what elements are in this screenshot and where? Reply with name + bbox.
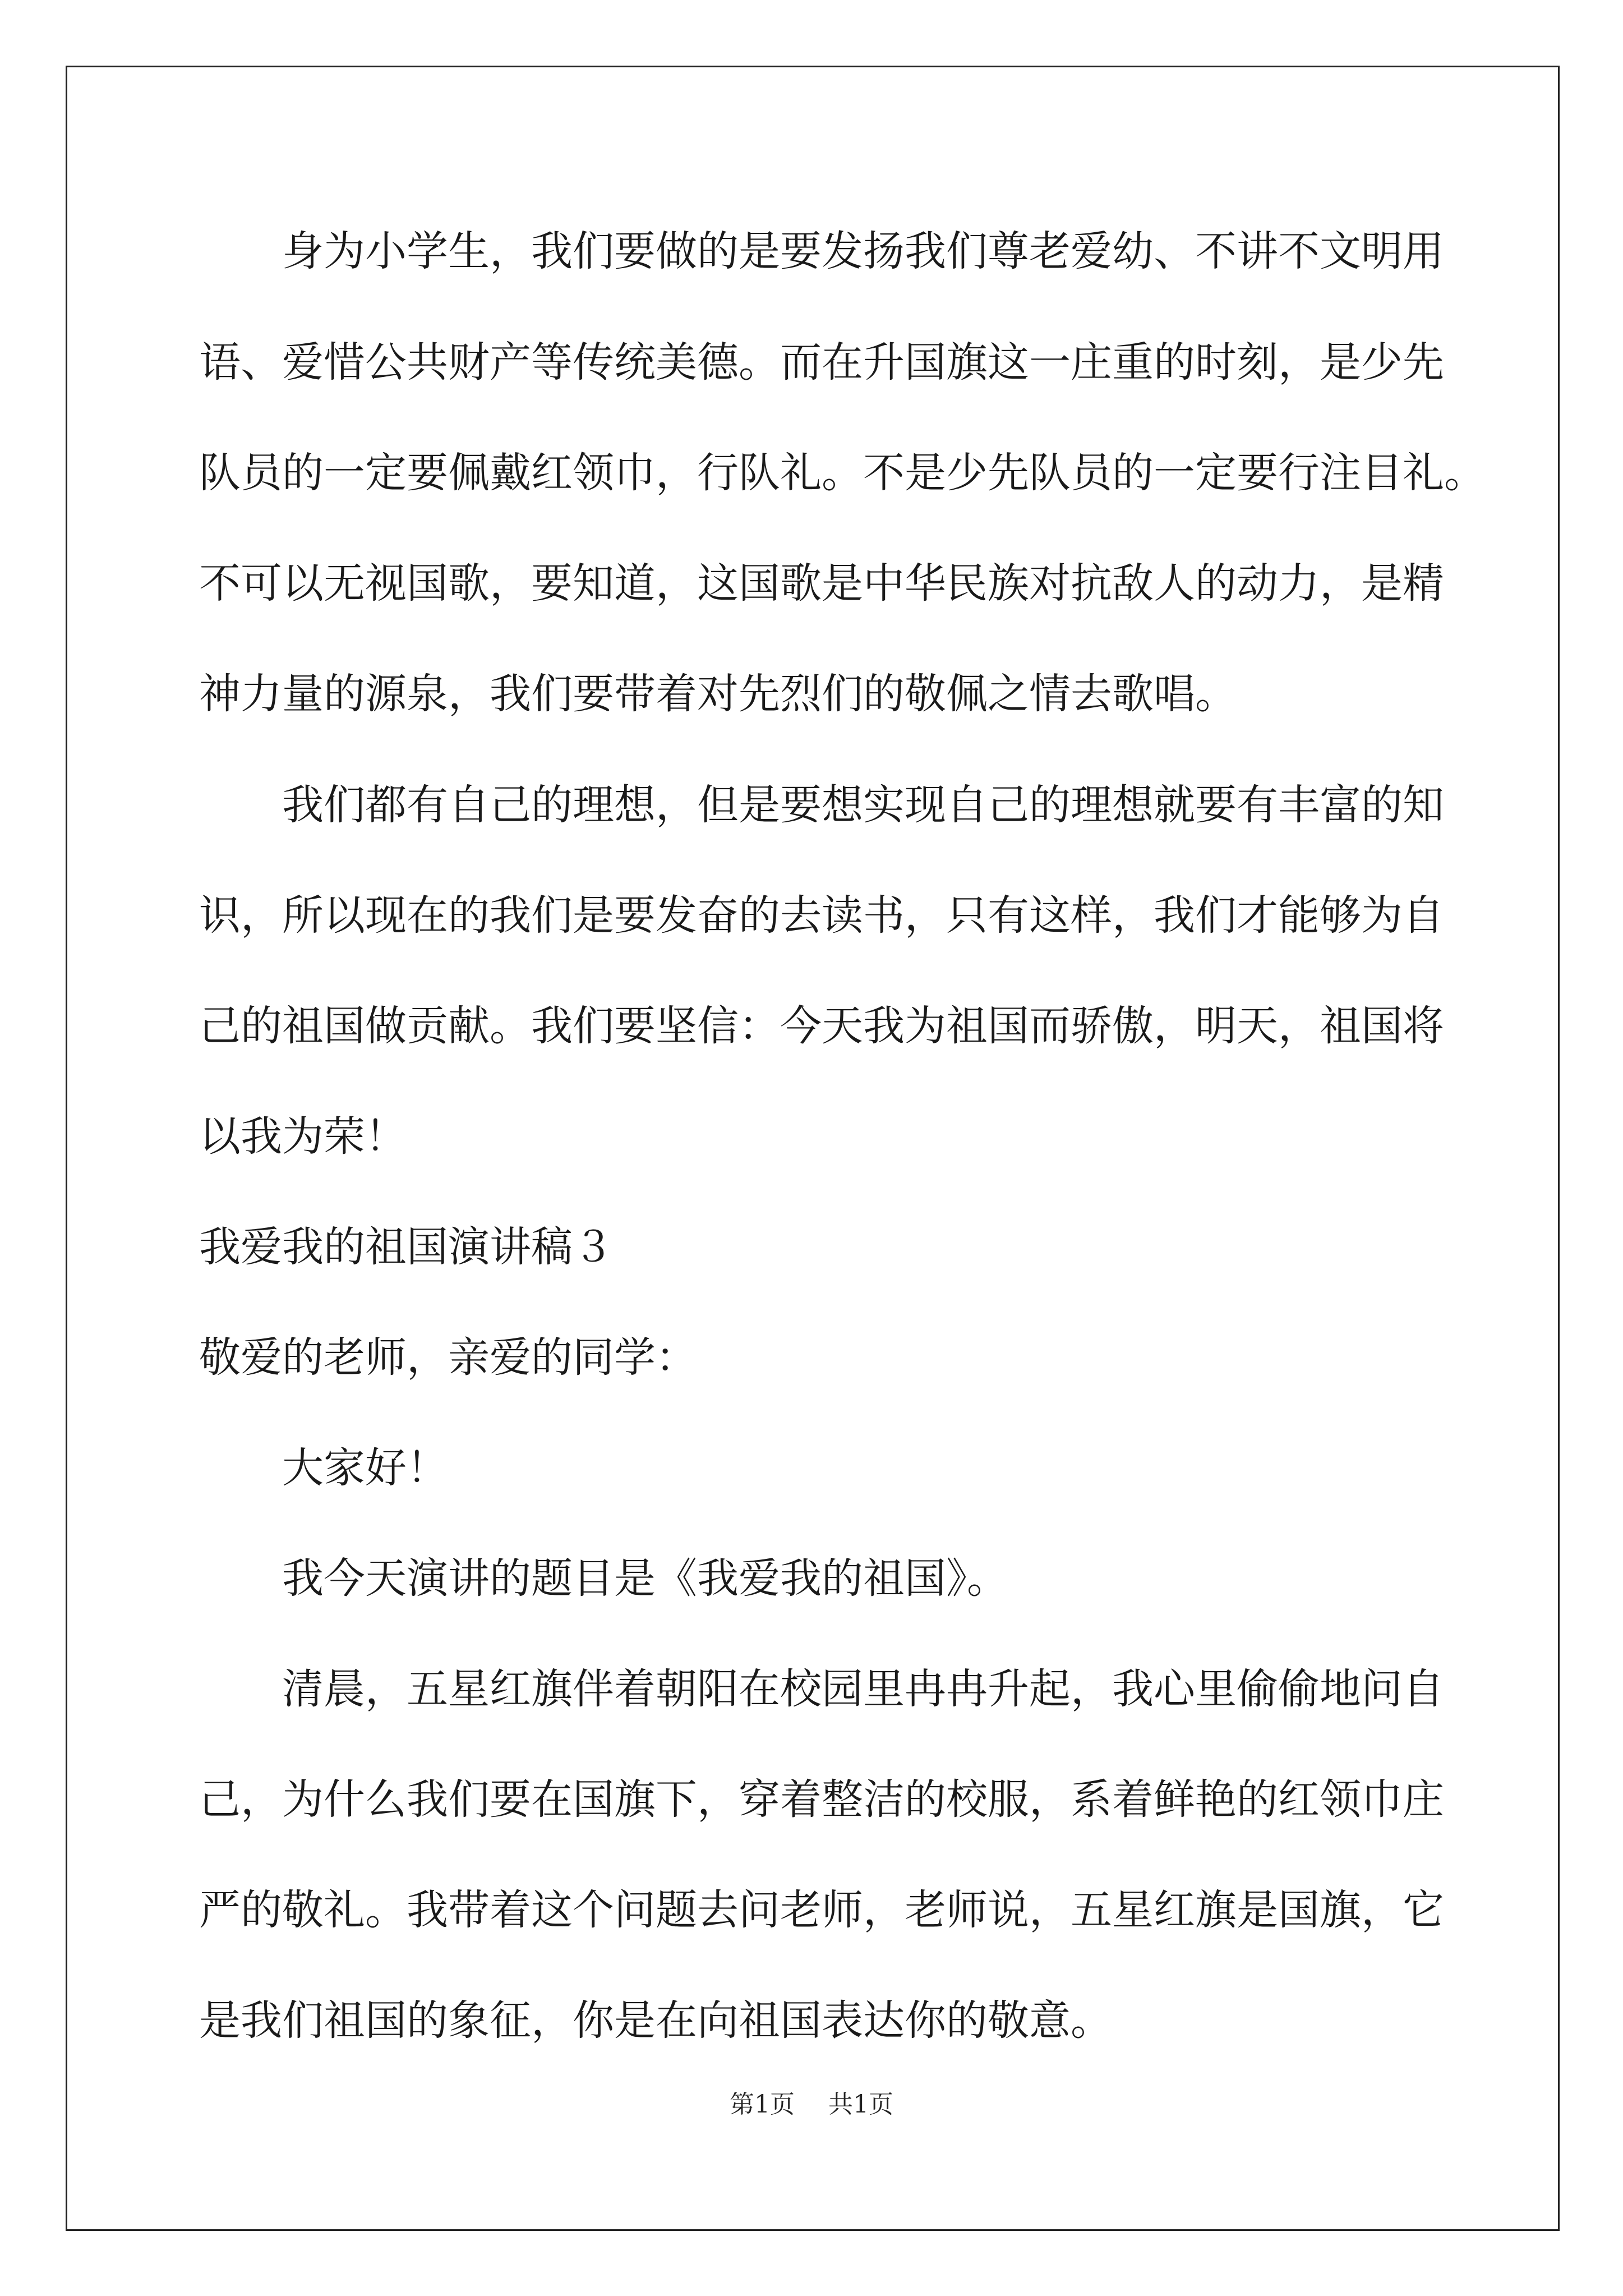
text-line: 不可以无视国歌，要知道，这国歌是中华民族对抗敌人的动力，是精	[199, 559, 1444, 608]
text-line: 严的敬礼。我带着这个问题去问老师，老师说，五星红旗是国旗，它	[199, 1886, 1444, 1934]
text-line: 己，为什么我们要在国旗下，穿着整洁的校服，系着鲜艳的红领巾庄	[199, 1775, 1444, 1824]
text-line: 以我为荣！	[199, 1112, 407, 1161]
text-line: 身为小学生，我们要做的是要发扬我们尊老爱幼、不讲不文明用	[199, 227, 1444, 275]
text-line: 我们都有自己的理想，但是要想实现自己的理想就要有丰富的知	[199, 781, 1444, 829]
text-line: 语、爱惜公共财产等传统美德。而在升国旗这一庄重的时刻，是少先	[199, 338, 1444, 386]
text-line: 神力量的源泉，我们要带着对先烈们的敬佩之情去歌唱。	[199, 670, 1237, 718]
section-title: 我爱我的祖国演讲稿３	[199, 1223, 614, 1271]
text-line: 己的祖国做贡献。我们要坚信：今天我为祖国而骄傲，明天，祖国将	[199, 1002, 1444, 1050]
text-line: 是我们祖国的象征，你是在向祖国表达你的敬意。	[199, 1996, 1112, 2045]
greeting: 大家好！	[199, 1444, 448, 1492]
page-total: 共1页	[828, 2090, 893, 2119]
salutation: 敬爱的老师，亲爱的同学：	[199, 1333, 697, 1382]
text-line: 清晨，五星红旗伴着朝阳在校园里冉冉升起，我心里偷偷地问自	[199, 1665, 1444, 1713]
page-number: 第1页	[730, 2090, 795, 2119]
page-footer	[0, 2088, 1623, 2122]
text-line: 队员的一定要佩戴红领巾，行队礼。不是少先队员的一定要行注目礼。	[199, 449, 1486, 497]
text-line: 我今天演讲的题目是《我爱我的祖国》。	[199, 1554, 1008, 1603]
text-line: 识，所以现在的我们是要发奋的去读书，只有这样，我们才能够为自	[199, 891, 1444, 940]
